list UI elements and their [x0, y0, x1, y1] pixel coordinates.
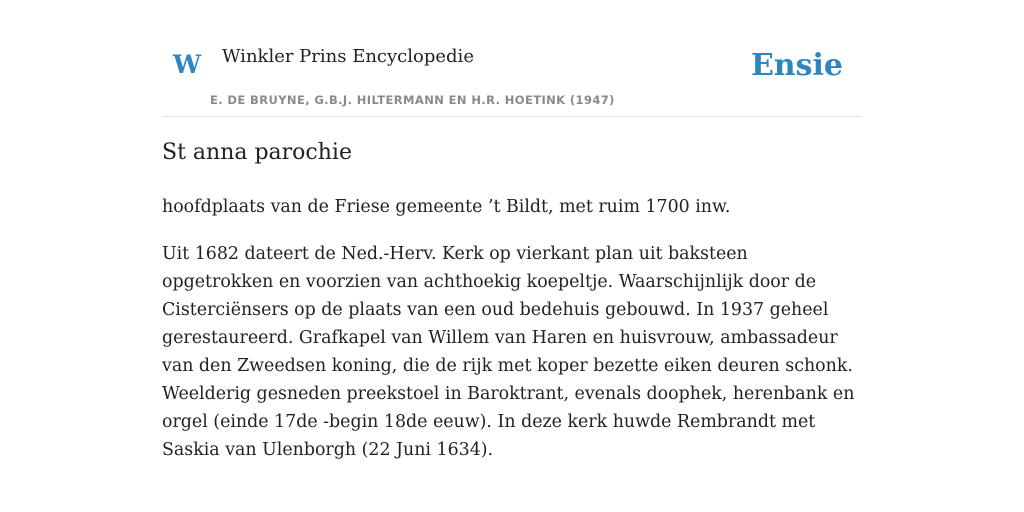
page	[162, 0, 862, 460]
source-logo[interactable]: W	[173, 50, 202, 79]
ensie-logo-link[interactable]: Ensie	[750, 48, 843, 83]
article-paragraph: Uit 1682 dateert de Ned.-Herv. Kerk op vierkant plan uit baksteen opgetrokken en voorzien van achthoekig koepeltje. Waarschijnlijk door de Cisterciënsers op de plaats van een oud bedehuis gebouwd. In 1937 geheel gerestaureerd. Grafkapel van Willem van Haren en huisvrouw, ambassadeur van den Zweedsen koning, die de rijk met koper bezette eiken deuren schonk. Weelderig gesneden preekstoel in Baroktrant, evenals doophek, herenbank en orgel (einde 17de -begin 18de eeuw). In deze kerk huwde Rembrandt met Saskia van Ulenborgh (22 Juni 1634).	[162, 244, 855, 460]
source-authors: E. DE BRUYNE, G.B.J. HILTERMANN EN H.R. HOETINK (1947)	[210, 93, 615, 107]
source-header	[162, 0, 862, 117]
article-title: St anna parochie	[162, 140, 352, 165]
source-title-link[interactable]: Winkler Prins Encyclopedie	[222, 46, 474, 67]
article-paragraph: hoofdplaats van de Friese gemeente ’t Bildt, met ruim 1700 inw.	[162, 197, 731, 217]
